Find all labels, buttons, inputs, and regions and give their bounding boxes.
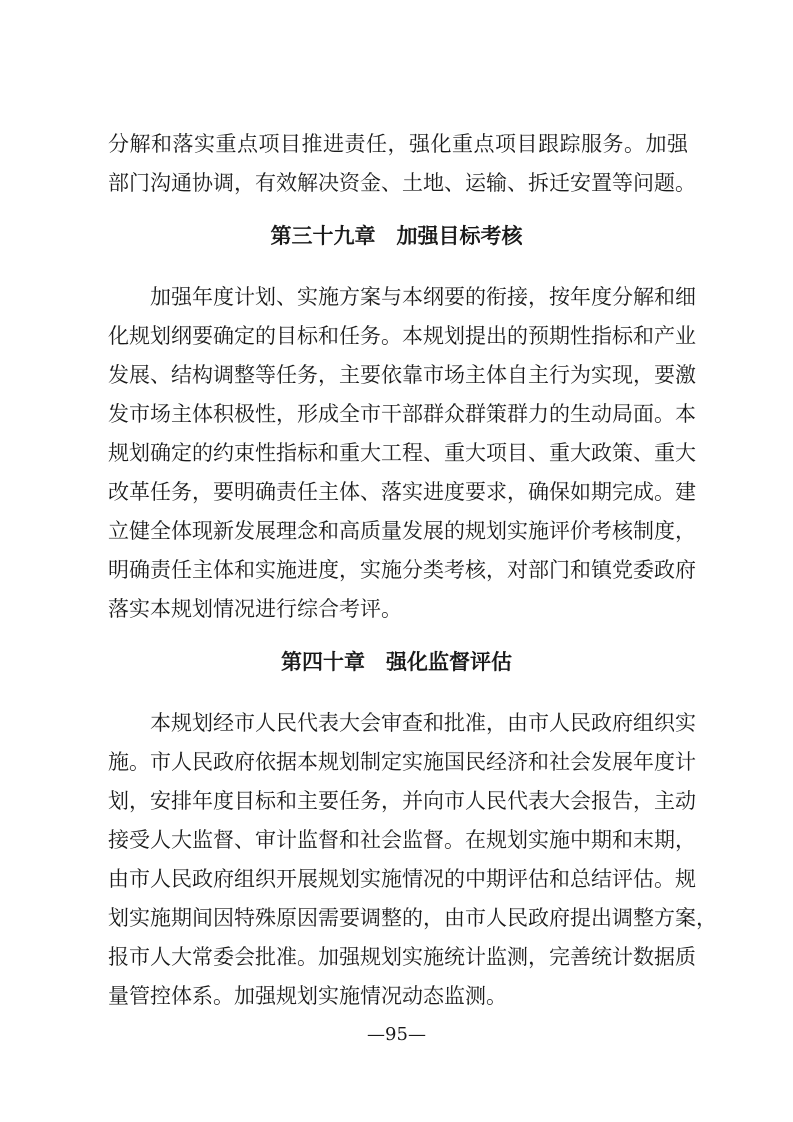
chapter-40-line-6: 划实施期间因特殊原因需要调整的，由市人民政府提出调整方案， xyxy=(108,906,717,930)
chapter-39-line-5: 规划确定的约束性指标和重大工程、重大项目、重大政策、重大 xyxy=(108,441,696,465)
chapter-40-line-5: 由市人民政府组织开展规划实施情况的中期评估和总结评估。规 xyxy=(108,867,696,891)
intro-line-1: 分解和落实重点项目推进责任，强化重点项目跟踪服务。加强 xyxy=(108,132,688,156)
chapter-39-line-9: 落实本规划情况进行综合考评。 xyxy=(108,597,402,621)
chapter-39-line-4: 发市场主体积极性，形成全市干部群众群策群力的生动局面。本 xyxy=(108,402,696,426)
chapter-39-title: 第三十九章 加强目标考核 xyxy=(270,224,523,248)
chapter-39-line-8: 明确责任主体和实施进度，实施分类考核，对部门和镇党委政府 xyxy=(108,558,696,582)
chapter-40-line-2: 施。市人民政府依据本规划制定实施国民经济和社会发展年度计 xyxy=(108,750,696,774)
chapter-40-line-1: 本规划经市人民代表大会审查和批准，由市人民政府组织实 xyxy=(108,711,696,735)
chapter-40-line-3: 划，安排年度目标和主要任务，并向市人民代表大会报告，主动 xyxy=(108,789,696,813)
intro-line-2: 部门沟通协调，有效解决资金、土地、运输、拆迁安置等问题。 xyxy=(108,171,696,195)
chapter-39-line-7: 立健全体现新发展理念和高质量发展的规划实施评价考核制度， xyxy=(108,519,696,543)
chapter-40-title: 第四十章 强化监督评估 xyxy=(281,650,512,674)
chapter-39-line-2: 化规划纲要确定的目标和任务。本规划提出的预期性指标和产业 xyxy=(108,324,696,348)
page-number: —95— xyxy=(367,1024,426,1045)
chapter-40-line-7: 报市人大常委会批准。加强规划实施统计监测，完善统计数据质 xyxy=(108,945,696,969)
chapter-39-line-1: 加强年度计划、实施方案与本纲要的衔接，按年度分解和细 xyxy=(108,285,696,309)
chapter-39-line-6: 改革任务，要明确责任主体、落实进度要求，确保如期完成。建 xyxy=(108,480,696,504)
chapter-39-line-3: 发展、结构调整等任务，主要依靠市场主体自主行为实现，要激 xyxy=(108,363,696,387)
chapter-40-line-4: 接受人大监督、审计监督和社会监督。在规划实施中期和末期， xyxy=(108,828,696,852)
chapter-40-line-8: 量管控体系。加强规划实施情况动态监测。 xyxy=(108,984,507,1008)
